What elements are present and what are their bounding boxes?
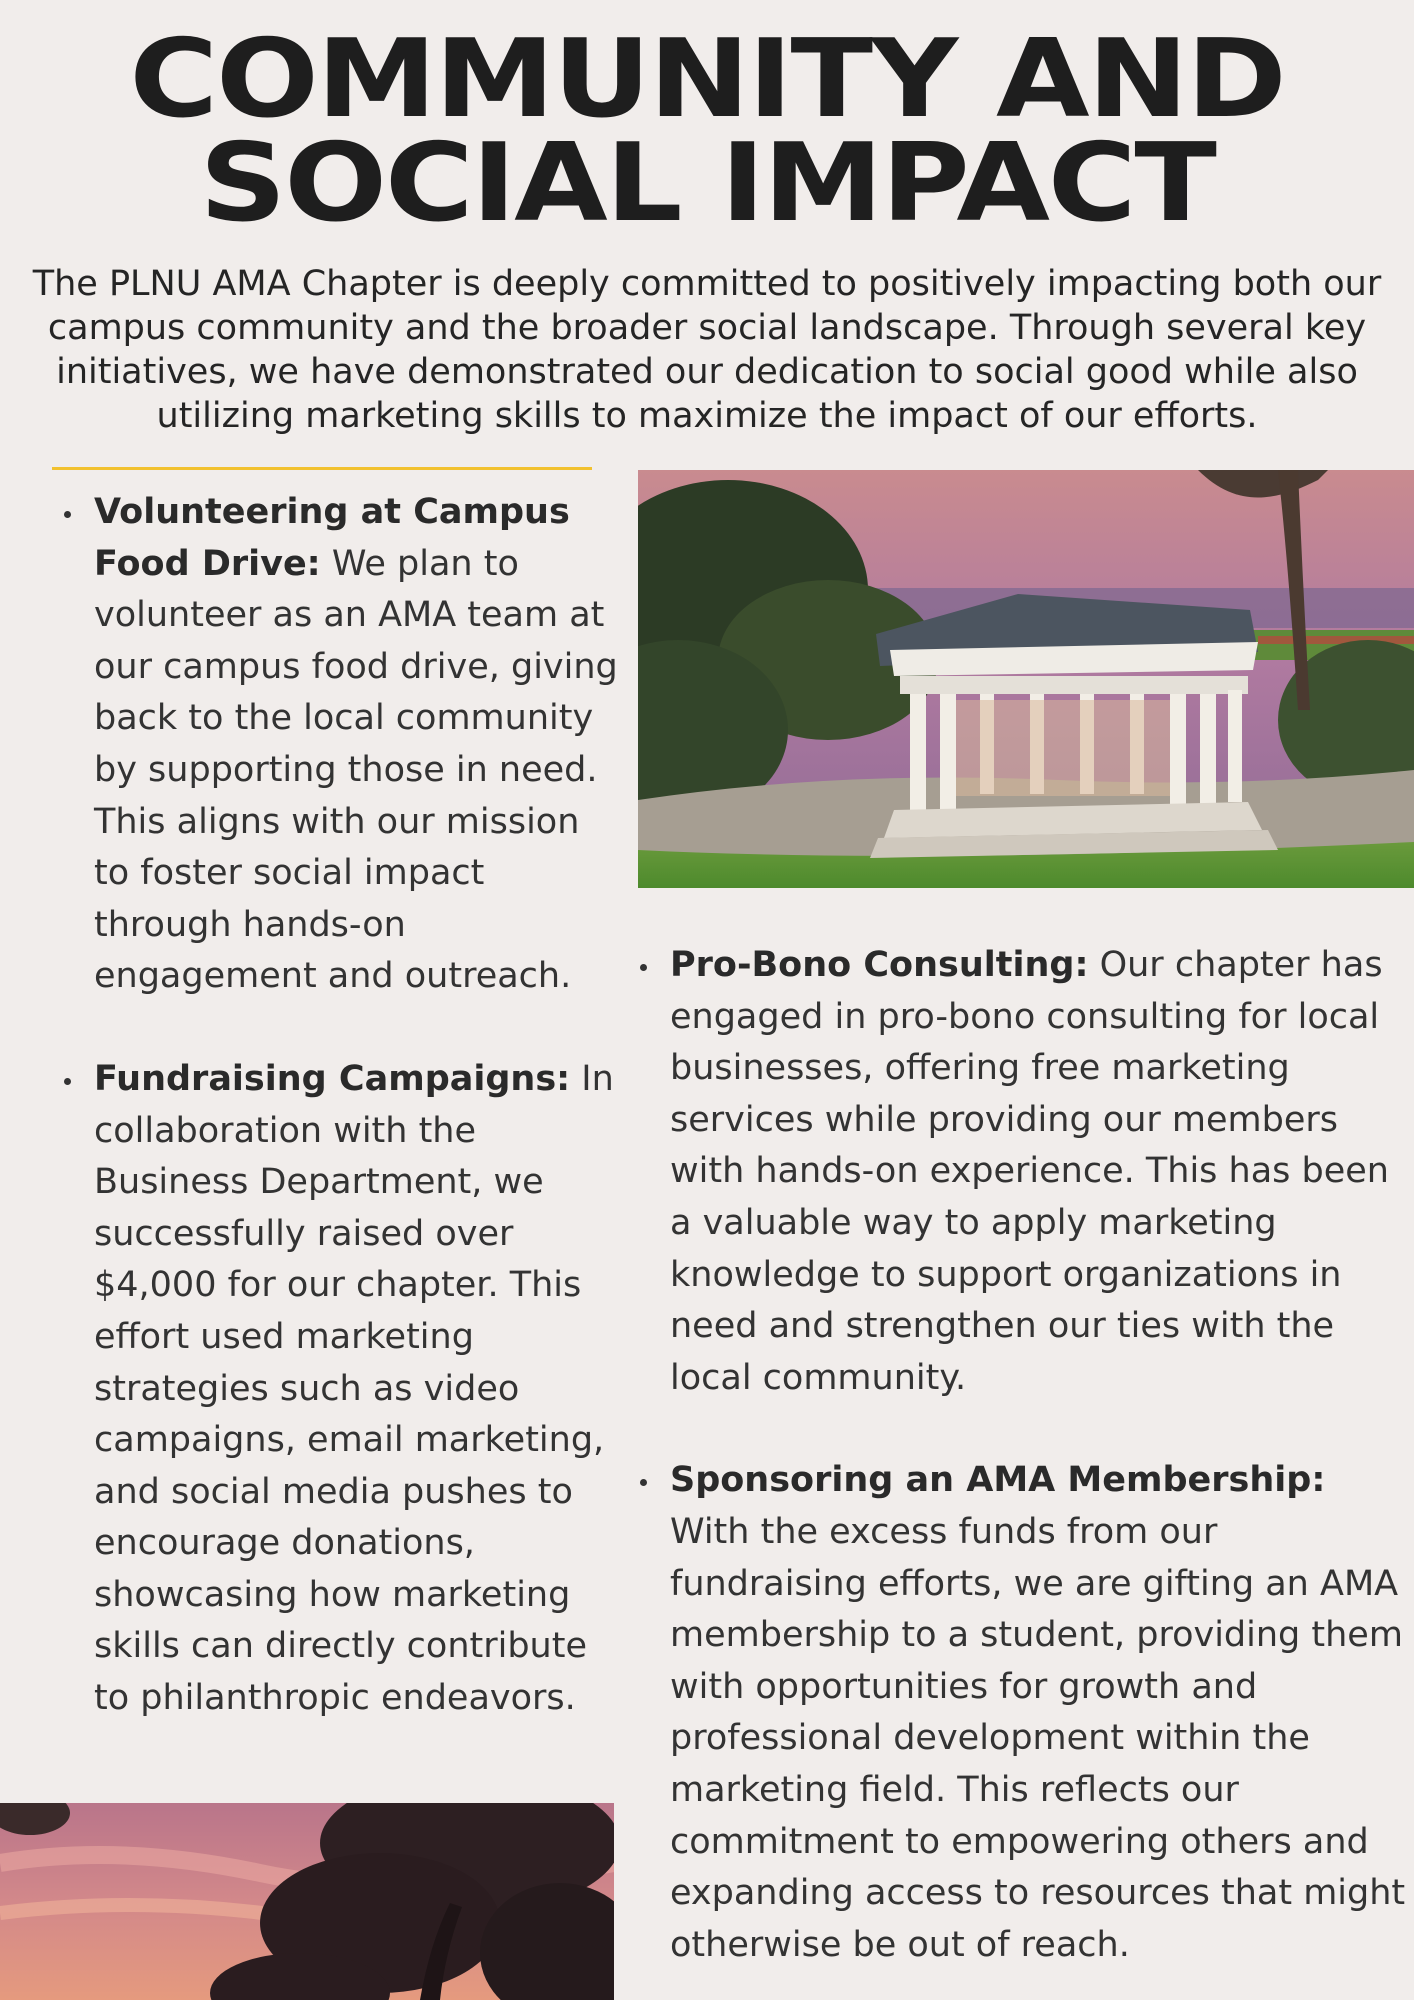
title-line-1: COMMUNITY AND (129, 17, 1285, 142)
page-title (0, 17, 1414, 246)
initiative-text: We plan to volunteer as an AMA team at our campus food drive, giving back to the local community by supporting those in need. This aligns with our mission to foster social impact through hands-on engagement and outreach. (94, 543, 618, 997)
initiative-food-drive (52, 487, 622, 1003)
intro-paragraph: The PLNU AMA Chapter is deeply committed to positively impacting both our campus community and the broader social landscape. Through several key initiatives, we have demonstrated our dedication to social good while also utilizing marketing skills to maximize the impact of our efforts. (32, 264, 1382, 436)
campus-temple-photo (638, 470, 1414, 888)
initiative-text: Our chapter has engaged in pro-bono consulting for local businesses, offering free marketing services while providing our members with hands-on experience. This has been a valuable way to apply marketing knowledge to support organizations in need and strengthen our ties with the local community. (670, 945, 1389, 1398)
temple-illustration (638, 470, 1414, 888)
initiative-fundraising (52, 1054, 622, 1725)
initiative-heading: Pro-Bono Consulting: (670, 945, 1089, 985)
initiative-heading: Volunteering at Campus Food Drive: (94, 492, 570, 584)
accent-divider (52, 467, 592, 470)
initiative-heading: Sponsoring an AMA Membership: (670, 1460, 1326, 1501)
sunset-illustration (0, 1803, 614, 2000)
initiative-sponsorship (628, 1455, 1406, 1971)
initiatives-left-list (52, 487, 622, 1725)
sunset-tree-photo (0, 1803, 614, 2000)
initiative-heading: Fundraising Campaigns: (94, 1058, 571, 1099)
initiative-pro-bono (628, 940, 1406, 1404)
initiative-text: In collaboration with the Business Department, we successfully raised over $4,000 for our chapter. This effort used marketing strategies such as video campaigns, email marketing, and social media pushes to encourage donations, showcasing how marketing skills can directly contribute to philanthropic endeavors. (94, 1058, 614, 1719)
initiatives-right-list (628, 940, 1406, 1971)
title-line-2: SOCIAL IMPACT (199, 121, 1215, 246)
initiative-text: With the excess funds from our fundraising efforts, we are gifting an AMA membership to a student, providing them with opportunities for growth and professional development within the marketing field. This reflects our commitment to empowering others and expanding access to resources that might otherwise be out of reach. (670, 1511, 1406, 1965)
